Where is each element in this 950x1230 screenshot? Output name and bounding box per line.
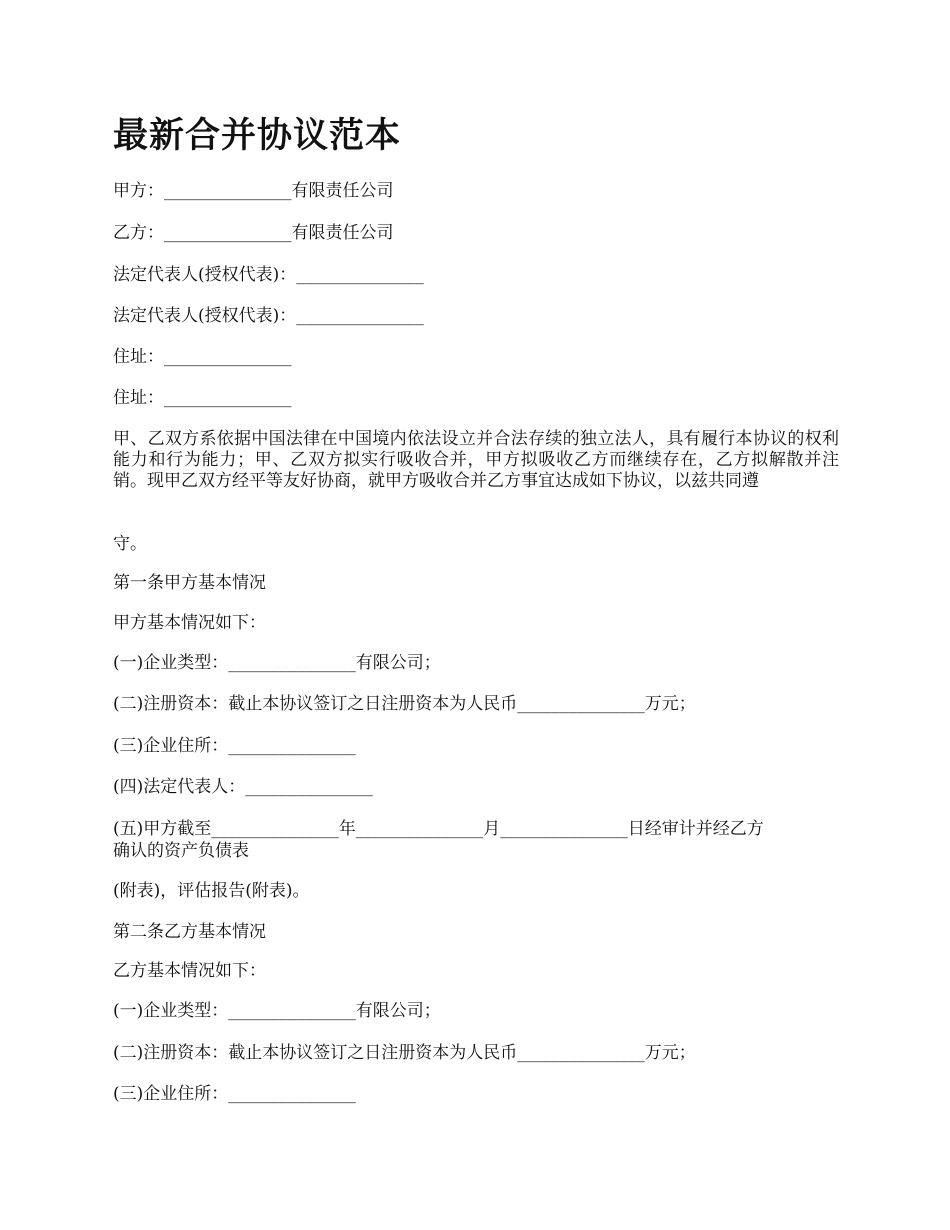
- article-1-item-2: (二)注册资本：截止本协议签订之日注册资本为人民币_______________万元；: [113, 694, 696, 714]
- address-b-line: 住址：_______________: [113, 388, 292, 408]
- article-1-item-5-tail: (附表)，评估报告(附表)。: [113, 881, 310, 901]
- article-2-item-3: (三)企业住所：_______________: [113, 1084, 356, 1104]
- article-1-item-5-line-1: (五)甲方截至_______________年_______________月_______________日经审计并经乙方: [113, 819, 764, 839]
- legal-rep-b-line: 法定代表人(授权代表)：_______________: [113, 306, 424, 326]
- article-2-item-1: (一)企业类型：_______________有限公司；: [113, 1001, 441, 1021]
- article-1-item-3: (三)企业住所：_______________: [113, 736, 356, 756]
- document-title: 最新合并协议范本: [113, 115, 402, 156]
- article-2-item-2: (二)注册资本：截止本协议签订之日注册资本为人民币_______________万元；: [113, 1043, 696, 1063]
- article-2-lead: 乙方基本情况如下：: [113, 961, 266, 981]
- address-a-line: 住址：_______________: [113, 347, 292, 367]
- party-b-line: 乙方：_______________有限责任公司: [113, 223, 394, 243]
- article-2-heading: 第二条乙方基本情况: [113, 922, 266, 942]
- article-1-heading: 第一条甲方基本情况: [113, 573, 266, 593]
- intro-paragraph-tail: 守。: [113, 534, 147, 554]
- party-a-line: 甲方：_______________有限责任公司: [113, 181, 394, 201]
- legal-rep-a-line: 法定代表人(授权代表)：_______________: [113, 265, 424, 285]
- article-1-item-5-line-2: 确认的资产负债表: [113, 841, 249, 861]
- article-1-item-1: (一)企业类型：_______________有限公司；: [113, 653, 441, 673]
- article-1-item-4: (四)法定代表人：_______________: [113, 777, 373, 797]
- intro-paragraph: 甲、乙双方系依据中国法律在中国境内依法设立并合法存续的独立法人，具有履行本协议的权利能力和行为能力；甲、乙双方拟实行吸收合并，甲方拟吸收乙方而继续存在，乙方拟解散并注销。现甲乙双方经平等友好协商，就甲方吸收合并乙方事宜达成如下协议，以兹共同遵: [113, 429, 839, 491]
- article-1-lead: 甲方基本情况如下：: [113, 613, 266, 633]
